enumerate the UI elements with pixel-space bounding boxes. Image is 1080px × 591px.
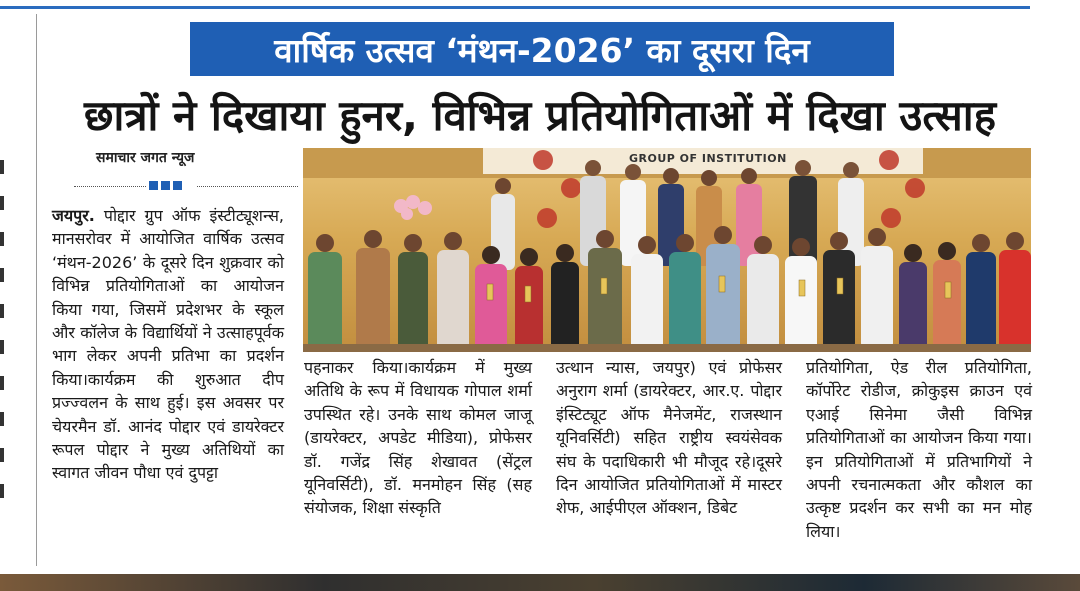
divider-squares	[146, 181, 196, 191]
byline: समाचार जगत न्यूज	[96, 150, 195, 166]
adjacent-column-edge	[0, 160, 6, 540]
column-rule	[36, 14, 37, 566]
group-photo	[303, 148, 1031, 352]
article-column-4: प्रतियोगिता, ऐड रील प्रतियोगिता, कॉर्पोरेट रोडीज, क्रोकुइस क्राउन एवं एआई सिनेमा जैसी विभिन्न प्रतियोगिताओं का आयोजन किया गया। इन प्रतियोगिताओं में प्रतिभागियों ने अपनी रचनात्मकता और कौशल का उत्कृष्ट प्रदर्शन कर सभी का मन मोह लिया।	[806, 358, 1032, 541]
article-kicker: वार्षिक उत्सव ‘मंथन-2026’ का दूसरा दिन	[190, 22, 894, 76]
group-photo-drawing	[303, 148, 1031, 352]
dateline: जयपुर.	[52, 206, 95, 225]
top-rule	[0, 6, 1030, 9]
article-headline: छात्रों ने दिखाया हुनर, विभिन्न प्रतियोगिताओं में दिखा उत्साह	[84, 90, 996, 140]
article-column-1-text: पोद्दार ग्रुप ऑफ इंस्टीट्यूशन्स, मानसरोवर में आयोजित वार्षिक उत्सव ‘मंथन-2026’ के दूसरे दिन शुक्रवार को विभिन्न प्रतियोगिताओं का आयोजन किया गया, जिसमें प्रदेशभर के स्कूल और कॉलेज के विद्यार्थियों ने उत्साहपूर्वक भाग लेकर अपनी प्रतिभा का प्रदर्शन किया।कार्यक्रम की शुरुआत दीप प्रज्ज्वलन के साथ हुई। इस अवसर पर चेयरमैन डॉ. आनंद पोद्दार एवं डायरेक्टर रूपल पोद्दार ने मुख्य अतिथियों का स्वागत जीवन पौधा एवं दुपट्टा	[52, 206, 284, 483]
photo-banner-text: GROUP OF INSTITUTION	[629, 152, 787, 165]
article-column-1	[52, 204, 284, 485]
bottom-photo-strip	[0, 574, 1080, 591]
article-column-2: पहनाकर किया।कार्यक्रम में मुख्य अतिथि के रूप में विधायक गोपाल शर्मा उपस्थित रहे। उनके साथ कोमल जाजू (डायरेक्टर, अपडेट मीडिया), प्रोफेसर डॉ. गजेंद्र सिंह शेखावत (सेंट्रल यूनिवर्सिटी), डॉ. मनमोहन सिंह (सह संयोजक, शिक्षा संस्कृति	[304, 358, 532, 518]
article-column-3: उत्थान न्यास, जयपुर) एवं प्रोफेसर अनुराग शर्मा (डायरेक्टर, आर.ए. पोद्दार इंस्टिट्यूट ऑफ मैनेजमेंट, राजस्थान यूनिवर्सिटी) सहित राष्ट्रीय स्वयंसेवक संघ के पदाधिकारी भी मौजूद रहे।दूसरे दिन आयोजित प्रतियोगिताओं में मास्टर शेफ, आईपीएल ऑक्शन, डिबेट	[556, 358, 782, 518]
